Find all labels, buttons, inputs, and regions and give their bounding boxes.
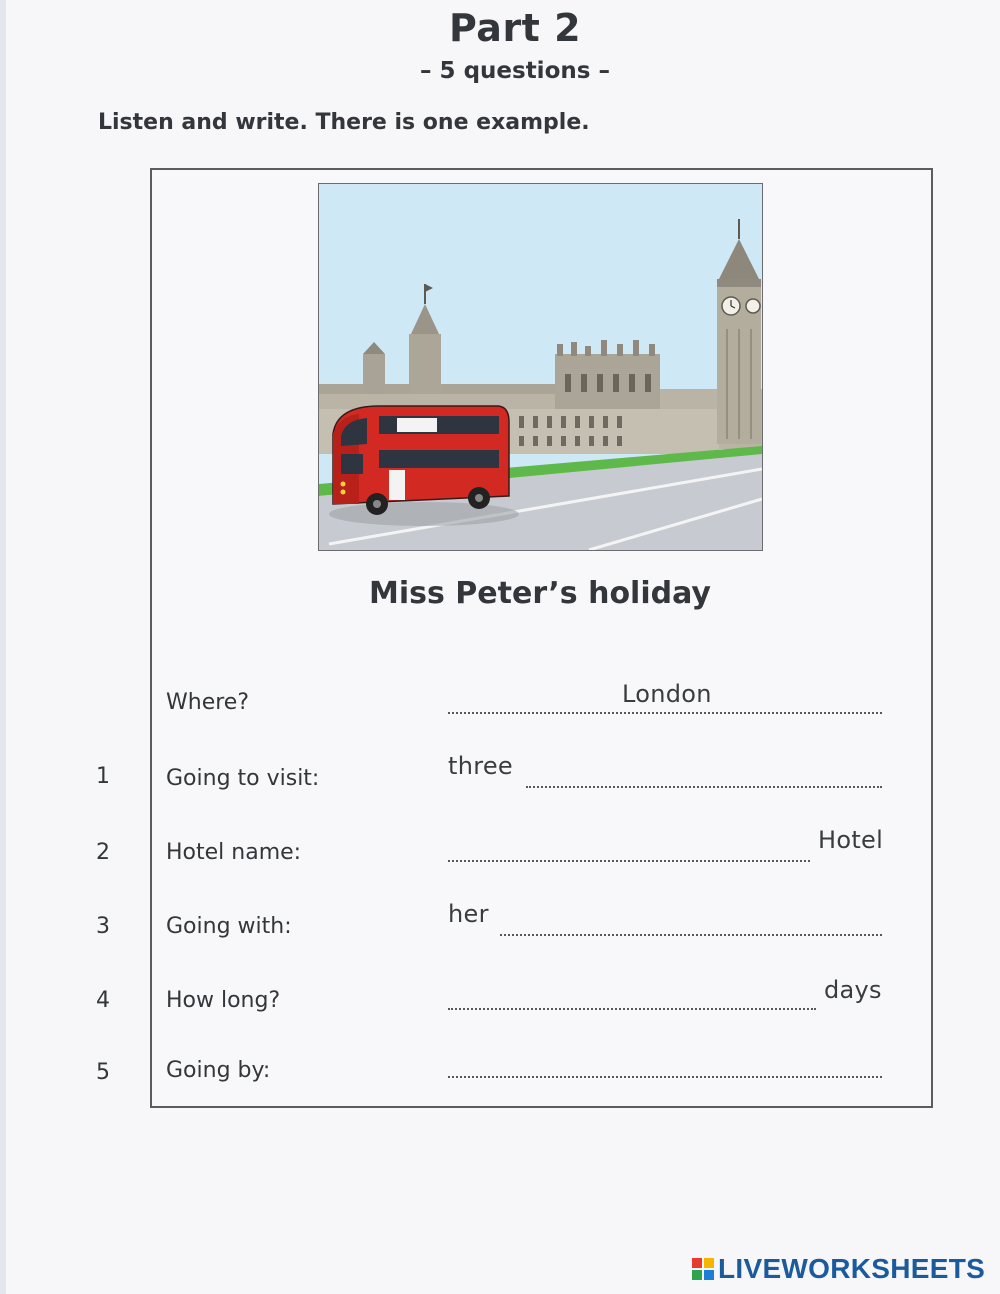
answer-line[interactable] [448, 1008, 816, 1010]
question-number: 1 [96, 764, 110, 789]
answer-line[interactable] [526, 786, 882, 788]
question-number: 2 [96, 840, 110, 865]
worksheet-title: Miss Peter’s holiday [369, 576, 711, 611]
page-subtitle: – 5 questions – [420, 58, 610, 84]
answer-line[interactable] [448, 1076, 882, 1078]
question-number: 3 [96, 914, 110, 939]
question-row-3 [0, 894, 1000, 954]
question-label-going-by: Going by: [166, 1058, 271, 1083]
page-title: Part 2 [448, 6, 582, 50]
question-label-hotel-name: Hotel name: [166, 840, 302, 865]
answer-line[interactable] [448, 712, 882, 714]
logo-icon [692, 1258, 714, 1280]
answer-suffix: days [824, 976, 882, 1004]
instruction-text: Listen and write. There is one example. [98, 110, 590, 135]
question-label-how-long: How long? [166, 988, 281, 1013]
question-row-2 [0, 820, 1000, 880]
question-row-example [0, 672, 1000, 732]
question-number: 4 [96, 988, 110, 1013]
liveworksheets-logo[interactable] [692, 1254, 985, 1284]
question-row-4 [0, 968, 1000, 1028]
london-bus-big-ben-illustration [318, 183, 763, 551]
brand-name: LIVEWORKSHEETS [718, 1253, 986, 1284]
question-row-1 [0, 746, 1000, 806]
example-answer: London [622, 680, 712, 708]
answer-prefix: her [448, 900, 489, 928]
question-number: 5 [96, 1060, 110, 1085]
answer-prefix: three [448, 752, 513, 780]
answer-suffix: Hotel [818, 826, 884, 854]
question-label-going-to-visit: Going to visit: [166, 766, 320, 791]
question-label-where: Where? [166, 690, 250, 715]
answer-line[interactable] [448, 860, 810, 862]
question-label-going-with: Going with: [166, 914, 292, 939]
answer-line[interactable] [500, 934, 882, 936]
question-row-5 [0, 1042, 1000, 1102]
